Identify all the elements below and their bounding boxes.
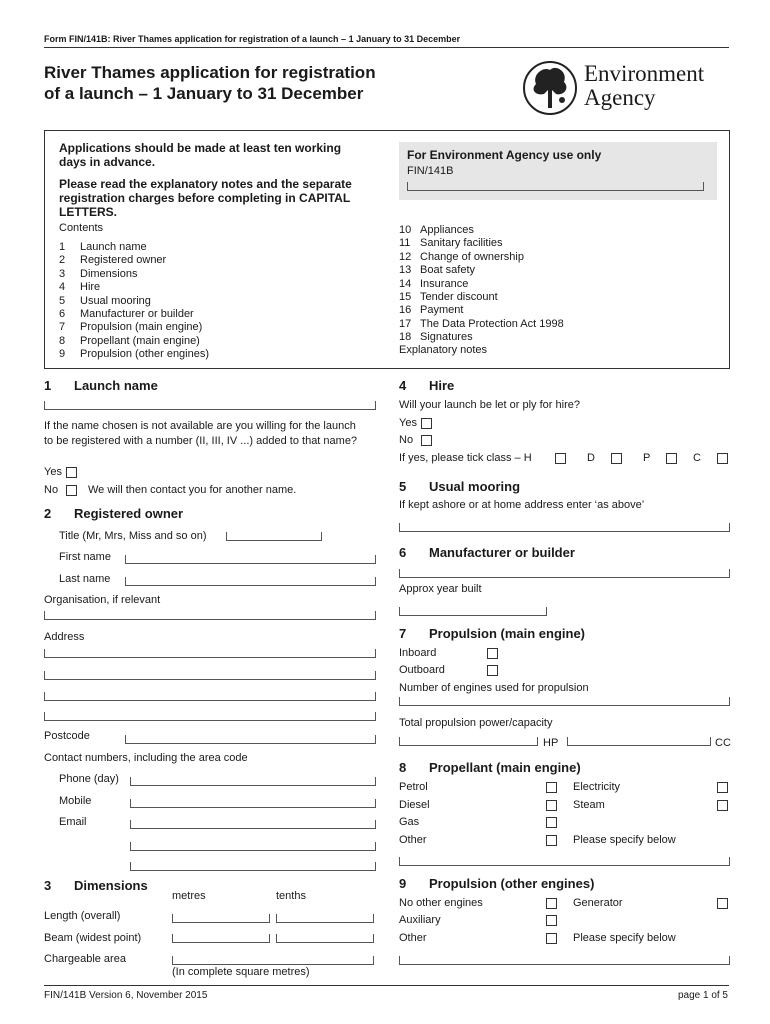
section-1-heading: 1 Launch name: [44, 378, 158, 393]
contents-item-label: Signatures: [420, 331, 473, 344]
inboard-checkbox[interactable]: [487, 648, 498, 659]
office-use-field[interactable]: [407, 182, 704, 191]
mooring-field[interactable]: [399, 523, 730, 532]
email-field-line-3[interactable]: [130, 862, 376, 871]
office-use-ref: FIN/141B: [407, 165, 454, 177]
office-use-title: For Environment Agency use only: [407, 148, 602, 162]
other-engines-checkbox[interactable]: [546, 933, 557, 944]
contents-item-label: Dimensions: [80, 267, 138, 280]
contents-item-number: 8: [59, 334, 66, 347]
section-4-heading: 4 Hire: [399, 378, 455, 393]
contents-item-label: Registered owner: [80, 254, 167, 267]
contents-item-label: Boat safety: [420, 264, 476, 277]
hire-class-d-checkbox[interactable]: [611, 453, 622, 464]
contents-item: [399, 224, 564, 237]
tree-emblem-icon: [522, 60, 578, 116]
section-8-heading: 8 Propellant (main engine): [399, 760, 581, 775]
hire-class-c-checkbox[interactable]: [717, 453, 728, 464]
beam-tenths-field[interactable]: [276, 934, 374, 943]
propellant-specify-field[interactable]: [399, 857, 730, 866]
phone-field[interactable]: [130, 777, 376, 786]
address-field-line-2[interactable]: [44, 671, 376, 680]
header-rule: [44, 47, 729, 48]
contents-item-number: 14: [399, 277, 412, 290]
diesel-checkbox[interactable]: [546, 800, 557, 811]
footer-rule: [44, 985, 729, 986]
form-reference: Form FIN/141B: River Thames application for registration of a launch – 1 January to 31 December: [44, 34, 461, 44]
propellant-other-label: Other: [399, 834, 427, 846]
section-6-heading: 6 Manufacturer or builder: [399, 545, 575, 560]
address-field-line-1[interactable]: [44, 649, 376, 658]
beam-label: Beam (widest point): [44, 932, 142, 944]
contents-item-label: Change of ownership: [420, 250, 524, 263]
outboard-checkbox[interactable]: [487, 665, 498, 676]
contents-item-number: 16: [399, 304, 412, 317]
contents-item-label: Hire: [80, 281, 101, 294]
metres-column-label: metres: [172, 890, 206, 902]
no-other-engines-checkbox[interactable]: [546, 898, 557, 909]
power-hp-field[interactable]: [399, 737, 538, 746]
address-field-line-3[interactable]: [44, 692, 376, 701]
section-2-heading: 2 Registered owner: [44, 506, 184, 521]
contents-item-label: Appliances: [420, 224, 474, 236]
contents-explanatory-notes: Explanatory notes: [399, 344, 488, 356]
petrol-checkbox[interactable]: [546, 782, 557, 793]
contents-item-number: 9: [59, 348, 66, 361]
contents-item-label: The Data Protection Act 1998: [420, 317, 564, 330]
hire-question: Will your launch be let or ply for hire?: [399, 399, 580, 411]
contents-item: [59, 241, 209, 254]
hire-class-p-checkbox[interactable]: [666, 453, 677, 464]
hire-no-checkbox[interactable]: [421, 435, 432, 446]
hire-yes-label: Yes: [399, 417, 417, 429]
steam-checkbox[interactable]: [717, 800, 728, 811]
inboard-label: Inboard: [399, 647, 437, 659]
length-label: Length (overall): [44, 910, 121, 922]
postcode-label: Postcode: [44, 730, 90, 742]
electricity-checkbox[interactable]: [717, 782, 728, 793]
diesel-label: Diesel: [399, 799, 430, 811]
phone-label: Phone (day): [59, 773, 119, 785]
last-name-field[interactable]: [125, 577, 376, 586]
contents-item: [399, 237, 564, 250]
logo-wordmark: Environment Agency: [584, 61, 705, 110]
engine-count-field[interactable]: [399, 697, 730, 706]
contents-item: [59, 254, 209, 267]
contents-item: [399, 251, 564, 264]
contents-item: [399, 278, 564, 291]
first-name-field[interactable]: [125, 555, 376, 564]
mobile-label: Mobile: [59, 795, 92, 807]
contents-item: [399, 291, 564, 304]
version-info: FIN/141B Version 6, November 2015: [44, 990, 208, 1001]
cc-unit-label: CC: [715, 737, 731, 749]
contents-item: [59, 281, 209, 294]
contents-item-number: 10: [399, 224, 412, 236]
s1-no-label: No: [44, 484, 59, 496]
auxiliary-checkbox[interactable]: [546, 915, 557, 926]
contents-item: [399, 304, 564, 317]
contents-item: [59, 308, 209, 321]
generator-label: Generator: [573, 897, 623, 909]
advance-note: Applications should be made at least ten working days in advance.: [59, 141, 342, 169]
contents-item-number: 3: [59, 267, 66, 280]
s1-yes-checkbox[interactable]: [66, 467, 77, 478]
page-title: River Thames application for registration of a launch – 1 January to 31 December: [44, 63, 376, 103]
contents-item-label: Insurance: [420, 277, 469, 290]
chargeable-area-label: Chargeable area: [44, 953, 126, 965]
petrol-label: Petrol: [399, 781, 428, 793]
s1-no-note: We will then contact you for another name.: [88, 484, 297, 496]
contents-item-number: 11: [399, 237, 411, 250]
owner-title-label: Title (Mr, Mrs, Miss and so on): [59, 530, 207, 542]
contents-label: Contents: [59, 222, 104, 234]
contents-list-right: [399, 224, 564, 345]
tenths-column-label: tenths: [276, 890, 306, 902]
beam-metres-field[interactable]: [172, 934, 270, 943]
contents-item-number: 18: [399, 331, 412, 344]
contents-item-number: 5: [59, 294, 66, 307]
contents-list-left: [59, 241, 209, 362]
section-3-heading: 3 Dimensions: [44, 878, 148, 893]
s1-no-checkbox[interactable]: [66, 485, 77, 496]
propellant-specify-label: Please specify below: [573, 834, 676, 846]
generator-checkbox[interactable]: [717, 898, 728, 909]
manufacturer-field[interactable]: [399, 569, 730, 578]
organisation-label: Organisation, if relevant: [44, 594, 161, 606]
contents-item-label: Usual mooring: [80, 294, 151, 307]
contents-item: [59, 335, 209, 348]
hire-class-h-checkbox[interactable]: [555, 453, 566, 464]
contents-item: [399, 264, 564, 277]
hire-class-label: If yes, please tick class – H: [399, 452, 532, 464]
email-label: Email: [59, 816, 87, 828]
gas-checkbox[interactable]: [546, 817, 557, 828]
contents-item-number: 15: [399, 291, 412, 304]
year-built-field[interactable]: [399, 607, 547, 616]
year-built-label: Approx year built: [399, 583, 482, 595]
owner-title-field[interactable]: [226, 532, 322, 541]
contents-item: [59, 348, 209, 361]
capital-letters-note: Please read the explanatory notes and the separate registration charges before completing in CAPITAL LETTERS.: [59, 177, 352, 219]
no-other-engines-label: No other engines: [399, 897, 483, 909]
length-metres-field[interactable]: [172, 914, 270, 923]
contents-item-label: Payment: [420, 304, 464, 317]
hire-class-p-label: P: [643, 452, 651, 464]
postcode-field[interactable]: [125, 735, 376, 744]
contents-item-label: Propulsion (other engines): [80, 348, 210, 361]
contact-numbers-label: Contact numbers, including the area code: [44, 752, 248, 764]
s1-yes-label: Yes: [44, 466, 62, 478]
engine-count-label: Number of engines used for propulsion: [399, 682, 589, 694]
contents-item-label: Propellant (main engine): [80, 334, 200, 347]
power-cc-field[interactable]: [567, 737, 711, 746]
contents-item-number: 2: [59, 254, 66, 267]
contents-item-number: 12: [399, 250, 412, 263]
contents-item-number: 6: [59, 308, 66, 321]
section-7-heading: 7 Propulsion (main engine): [399, 626, 586, 641]
contents-item: [59, 268, 209, 281]
contents-item: [399, 331, 564, 344]
first-name-label: First name: [59, 551, 111, 563]
contents-item: [59, 321, 209, 334]
contents-item-label: Manufacturer or builder: [80, 308, 194, 321]
hire-no-label: No: [399, 434, 414, 446]
contents-item: [59, 295, 209, 308]
chargeable-area-note: (In complete square metres): [172, 966, 310, 978]
mooring-note: If kept ashore or at home address enter ‘as above’: [399, 499, 645, 511]
last-name-label: Last name: [59, 573, 111, 585]
contents-item-number: 7: [59, 321, 66, 334]
contents-item: [399, 318, 564, 331]
launch-name-number-question: If the name chosen is not available are you willing for the launch to be registered with a number (II, III, IV ...) added to that name?: [44, 420, 358, 447]
contents-item-number: 13: [399, 264, 412, 277]
contents-item-number: 4: [59, 281, 66, 294]
hire-class-c-label: C: [693, 452, 701, 464]
hire-class-d-label: D: [587, 452, 595, 464]
office-use-box: [399, 142, 717, 200]
hp-unit-label: HP: [543, 737, 559, 749]
contents-item-label: Sanitary facilities: [420, 237, 503, 250]
other-engines-label: Other: [399, 932, 427, 944]
power-label: Total propulsion power/capacity: [399, 717, 553, 729]
email-field-line-1[interactable]: [130, 820, 376, 829]
page-number: page 1 of 5: [677, 990, 728, 1001]
electricity-label: Electricity: [573, 781, 621, 793]
section-9-heading: 9 Propulsion (other engines): [399, 876, 595, 891]
outboard-label: Outboard: [399, 664, 445, 676]
other-engines-specify-field[interactable]: [399, 956, 730, 965]
contents-item-label: Propulsion (main engine): [80, 321, 203, 334]
steam-label: Steam: [573, 799, 605, 811]
hire-yes-checkbox[interactable]: [421, 418, 432, 429]
address-label: Address: [44, 631, 85, 643]
chargeable-area-field[interactable]: [172, 956, 374, 965]
contents-item-label: Launch name: [80, 241, 147, 253]
propellant-other-checkbox[interactable]: [546, 835, 557, 846]
other-engines-specify-label: Please specify below: [573, 932, 676, 944]
email-field-line-2[interactable]: [130, 842, 376, 851]
auxiliary-label: Auxiliary: [399, 914, 441, 926]
contents-item-label: Tender discount: [420, 291, 498, 304]
gas-label: Gas: [399, 816, 420, 828]
length-tenths-field[interactable]: [276, 914, 374, 923]
section-5-heading: 5 Usual mooring: [399, 479, 521, 494]
organisation-field[interactable]: [44, 611, 376, 620]
environment-agency-logo: [522, 60, 732, 118]
address-field-line-4[interactable]: [44, 712, 376, 721]
launch-name-field[interactable]: [44, 401, 376, 410]
contents-item-number: 1: [59, 241, 66, 253]
mobile-field[interactable]: [130, 799, 376, 808]
contents-item-number: 17: [399, 317, 412, 330]
